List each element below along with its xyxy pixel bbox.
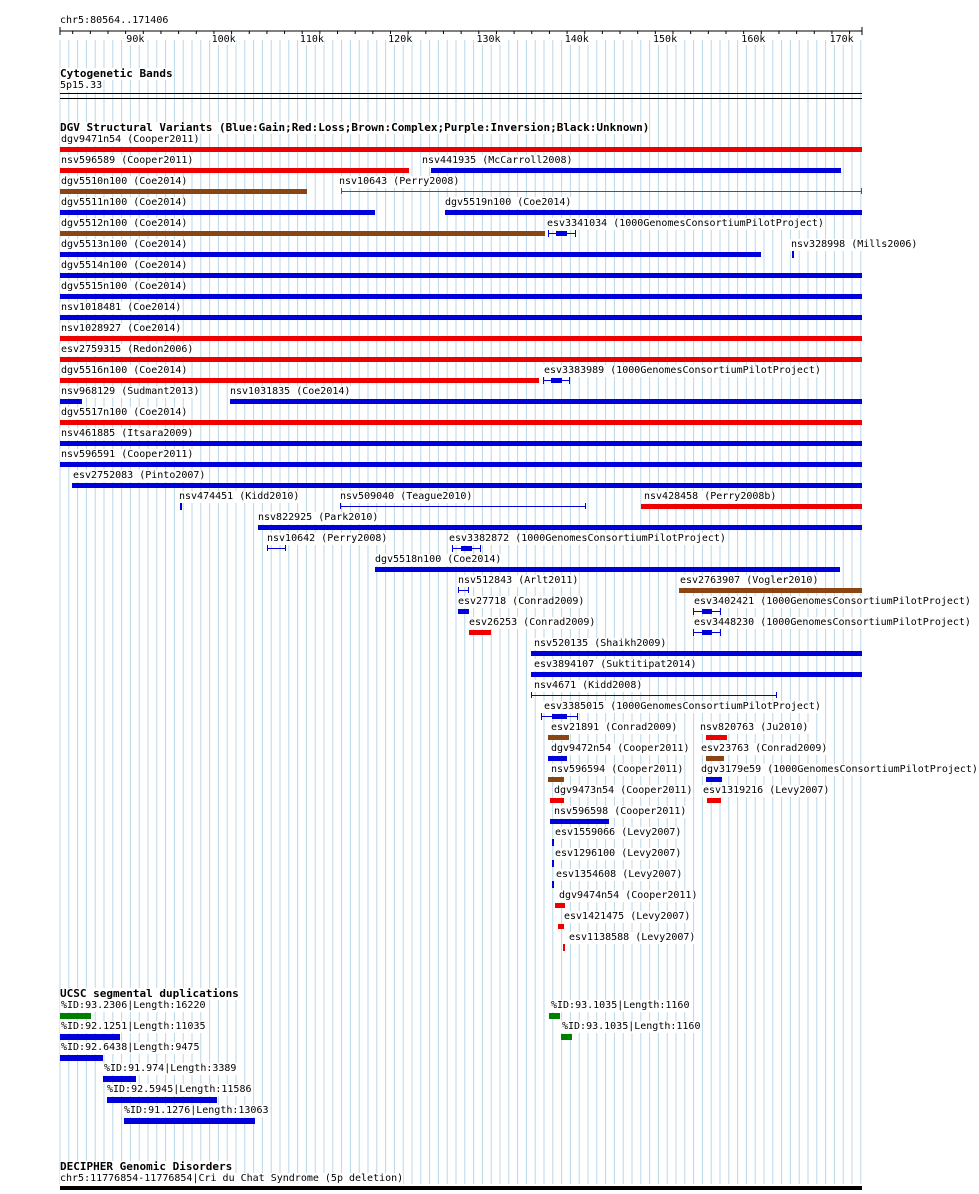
dgv-feature-bar[interactable] [60,273,862,278]
dgv-feature-bar[interactable] [180,503,182,510]
ruler-range-label: chr5:80564..171406 [60,15,169,26]
dgv-feature-label[interactable]: dgv5514n100 (Coe2014) [61,260,188,271]
dgv-feature-bar[interactable] [60,357,862,362]
segdup-feature-bar[interactable] [549,1013,560,1019]
cytoband-track-title[interactable]: Cytogenetic Bands [60,67,173,80]
dgv-feature-label[interactable]: dgv5513n100 (Coe2014) [61,239,188,250]
ruler-tick-label: 90k [126,34,145,45]
dgv-feature-bar[interactable] [550,819,609,824]
dgv-feature-label[interactable]: nsv509040 (Teague2010) [340,491,473,502]
dgv-feature-label[interactable]: nsv596598 (Cooper2011) [554,806,687,817]
dgv-feature-bar[interactable] [60,294,862,299]
dgv-feature-bar[interactable] [706,735,727,740]
dgv-feature-label[interactable]: dgv5512n100 (Coe2014) [61,218,188,229]
dgv-feature-bar[interactable] [531,672,862,677]
dgv-feature-label[interactable]: nsv1018481 (Coe2014) [61,302,182,313]
segdup-feature-bar[interactable] [60,1055,103,1061]
dgv-feature-label[interactable]: dgv5516n100 (Coe2014) [61,365,188,376]
dgv-feature-label[interactable]: nsv10643 (Perry2008) [339,176,460,187]
segdup-feature-bar[interactable] [124,1118,255,1124]
dgv-feature-bar[interactable] [60,378,539,383]
dgv-feature-bar[interactable] [548,756,567,761]
dgv-feature-bar[interactable] [60,231,545,236]
dgv-feature-bar[interactable] [375,567,839,572]
dgv-feature-bar[interactable] [555,903,566,908]
dgv-feature-bar[interactable] [60,168,409,173]
dgv-feature-bar[interactable] [641,504,862,509]
segdup-feature-bar[interactable] [60,1034,120,1040]
dgv-feature-bar[interactable] [431,168,841,173]
dgv-feature-bar[interactable] [469,630,491,635]
ruler-tick-label: 150k [653,34,678,45]
segdup-track-title[interactable]: UCSC segmental duplications [60,987,239,1000]
cytoband-label[interactable]: 5p15.33 [60,80,103,91]
dgv-feature-label[interactable]: esv21891 (Conrad2009) [551,722,678,733]
dgv-feature-label[interactable]: dgv9474n54 (Cooper2011) [559,890,698,901]
dgv-track-title[interactable]: DGV Structural Variants (Blue:Gain;Red:Loss;Brown:Complex;Purple:Inversion;Black:Unknown) [60,121,650,134]
dgv-feature-label[interactable]: nsv512843 (Arlt2011) [458,575,579,586]
dgv-feature-label[interactable]: esv1421475 (Levy2007) [564,911,691,922]
dgv-feature-label[interactable]: dgv3179e59 (1000GenomesConsortiumPilotProject) [701,764,978,775]
dgv-feature-label[interactable]: dgv5510n100 (Coe2014) [61,176,188,187]
dgv-feature-label[interactable]: esv26253 (Conrad2009) [469,617,596,628]
dgv-feature-bar[interactable] [563,944,565,951]
segdup-feature-label[interactable]: %ID:92.6438|Length:9475 [61,1042,200,1053]
dgv-feature-bar[interactable] [707,798,720,803]
dgv-feature-bar[interactable] [706,756,725,761]
dgv-feature-bar[interactable] [60,210,375,215]
segdup-feature-bar[interactable] [561,1034,572,1040]
dgv-feature-bar[interactable] [458,609,469,614]
decipher-feature-label[interactable]: chr5:11776854-11776854|Cri du Chat Syndrome (5p deletion) [60,1173,404,1184]
ruler-tick-label: 140k [564,34,589,45]
segdup-feature-label[interactable]: %ID:91.1276|Length:13063 [124,1105,269,1116]
dgv-feature-label[interactable]: nsv596589 (Cooper2011) [61,155,194,166]
dgv-feature-label[interactable]: nsv4671 (Kidd2008) [534,680,643,691]
dgv-feature-label[interactable]: esv2752083 (Pinto2007) [73,470,206,481]
dgv-feature-bar[interactable] [543,380,569,381]
segdup-feature-bar[interactable] [107,1097,216,1103]
dgv-feature-label[interactable]: nsv822925 (Park2010) [258,512,379,523]
dgv-feature-bar[interactable] [458,590,469,591]
ruler-tick-label: 130k [476,34,501,45]
dgv-feature-label[interactable]: nsv461885 (Itsara2009) [61,428,194,439]
ruler-tick-label: 160k [741,34,766,45]
dgv-feature-bar[interactable] [552,881,554,888]
dgv-feature-bar[interactable] [693,611,720,612]
dgv-feature-bar[interactable] [552,860,554,867]
dgv-feature-bar[interactable] [60,147,862,152]
segdup-feature-bar[interactable] [60,1013,91,1019]
dgv-feature-bar[interactable] [60,189,307,194]
segdup-feature-label[interactable]: %ID:92.1251|Length:11035 [61,1021,206,1032]
dgv-feature-label[interactable]: nsv1031835 (Coe2014) [230,386,351,397]
cytoband-bar-bottom [60,98,862,99]
dgv-feature-label[interactable]: nsv596591 (Cooper2011) [61,449,194,460]
dgv-feature-bar[interactable] [341,191,862,192]
segdup-feature-label[interactable]: %ID:91.974|Length:3389 [104,1063,237,1074]
dgv-feature-bar[interactable] [267,548,286,549]
dgv-feature-label[interactable]: nsv428458 (Perry2008b) [644,491,777,502]
dgv-feature-bar[interactable] [258,525,862,530]
dgv-feature-bar[interactable] [531,651,862,656]
dgv-feature-label[interactable]: esv3383989 (1000GenomesConsortiumPilotProject) [544,365,821,376]
cytoband-bar-top [60,93,862,94]
ruler-tick-label: 100k [211,34,236,45]
dgv-feature-label[interactable]: esv2763907 (Vogler2010) [680,575,819,586]
dgv-feature-label[interactable]: nsv10642 (Perry2008) [267,533,388,544]
ruler-tick-label: 120k [388,34,413,45]
dgv-feature-bar[interactable] [445,210,862,215]
dgv-feature-label[interactable]: nsv596594 (Cooper2011) [551,764,684,775]
dgv-feature-label[interactable]: nsv1028927 (Coe2014) [61,323,182,334]
dgv-feature-label[interactable]: nsv441935 (McCarroll2008) [422,155,573,166]
dgv-feature-bar[interactable] [230,399,862,404]
decipher-feature-bar[interactable] [60,1186,862,1190]
segdup-feature-label[interactable]: %ID:92.5945|Length:11586 [107,1084,252,1095]
dgv-feature-label[interactable]: esv1138588 (Levy2007) [569,932,696,943]
dgv-feature-label[interactable]: esv2759315 (Redon2006) [61,344,194,355]
dgv-feature-label[interactable]: esv1559066 (Levy2007) [555,827,682,838]
dgv-feature-bar[interactable] [550,798,564,803]
dgv-feature-label[interactable]: esv1319216 (Levy2007) [703,785,830,796]
dgv-feature-bar[interactable] [60,336,862,341]
dgv-feature-bar[interactable] [548,735,569,740]
dgv-feature-label[interactable]: dgv9473n54 (Cooper2011) [554,785,693,796]
dgv-feature-label[interactable]: dgv5511n100 (Coe2014) [61,197,188,208]
dgv-feature-bar[interactable] [792,251,794,258]
dgv-feature-label[interactable]: dgv5517n100 (Coe2014) [61,407,188,418]
dgv-feature-bar[interactable] [60,252,761,257]
dgv-feature-bar[interactable] [548,233,576,234]
dgv-feature-bar[interactable] [60,315,862,320]
dgv-feature-label[interactable]: nsv328998 (Mills2006) [791,239,918,250]
dgv-feature-bar[interactable] [60,441,862,446]
segdup-feature-label[interactable]: %ID:93.1035|Length:1160 [551,1000,690,1011]
dgv-feature-bar[interactable] [60,420,862,425]
dgv-feature-label[interactable]: esv27718 (Conrad2009) [458,596,585,607]
dgv-feature-label[interactable]: esv1354608 (Levy2007) [556,869,683,880]
dgv-feature-label[interactable]: dgv5519n100 (Coe2014) [445,197,572,208]
dgv-feature-bar[interactable] [60,399,82,404]
dgv-feature-label[interactable]: esv3894107 (Suktitipat2014) [534,659,697,670]
dgv-feature-label[interactable]: nsv968129 (Sudmant2013) [61,386,200,397]
dgv-feature-bar[interactable] [60,462,862,467]
segdup-feature-label[interactable]: %ID:93.2306|Length:16220 [61,1000,206,1011]
dgv-feature-label[interactable]: nsv474451 (Kidd2010) [179,491,300,502]
dgv-feature-label[interactable]: esv23763 (Conrad2009) [701,743,828,754]
dgv-feature-bar[interactable] [541,716,578,717]
dgv-feature-label[interactable]: esv3385015 (1000GenomesConsortiumPilotProject) [544,701,821,712]
dgv-feature-label[interactable]: dgv9472n54 (Cooper2011) [551,743,690,754]
dgv-feature-bar[interactable] [531,695,777,696]
dgv-feature-bar[interactable] [706,777,722,782]
dgv-feature-label[interactable]: nsv520135 (Shaikh2009) [534,638,667,649]
segdup-feature-label[interactable]: %ID:93.1035|Length:1160 [562,1021,701,1032]
ruler-tick-label: 170k [829,34,854,45]
dgv-feature-label[interactable]: esv1296100 (Levy2007) [555,848,682,859]
dgv-feature-bar[interactable] [72,483,862,488]
dgv-feature-bar[interactable] [548,777,565,782]
dgv-feature-label[interactable]: esv3341034 (1000GenomesConsortiumPilotProject) [547,218,824,229]
dgv-feature-bar[interactable] [452,548,480,549]
dgv-feature-label[interactable]: dgv5518n100 (Coe2014) [375,554,502,565]
dgv-feature-label[interactable]: dgv9471n54 (Cooper2011) [61,134,200,145]
dgv-feature-bar[interactable] [558,924,563,929]
decipher-track-title[interactable]: DECIPHER Genomic Disorders [60,1160,233,1173]
dgv-feature-bar[interactable] [340,506,586,507]
dgv-feature-label[interactable]: esv3448230 (1000GenomesConsortiumPilotProject) [694,617,971,628]
ruler-tick-label: 110k [299,34,324,45]
dgv-feature-label[interactable]: esv3402421 (1000GenomesConsortiumPilotProject) [694,596,971,607]
dgv-feature-bar[interactable] [693,632,720,633]
dgv-feature-bar[interactable] [679,588,862,593]
dgv-feature-label[interactable]: esv3382872 (1000GenomesConsortiumPilotProject) [449,533,726,544]
dgv-feature-bar[interactable] [552,839,554,846]
segdup-feature-bar[interactable] [103,1076,137,1082]
dgv-feature-label[interactable]: dgv5515n100 (Coe2014) [61,281,188,292]
dgv-feature-label[interactable]: nsv820763 (Ju2010) [700,722,809,733]
